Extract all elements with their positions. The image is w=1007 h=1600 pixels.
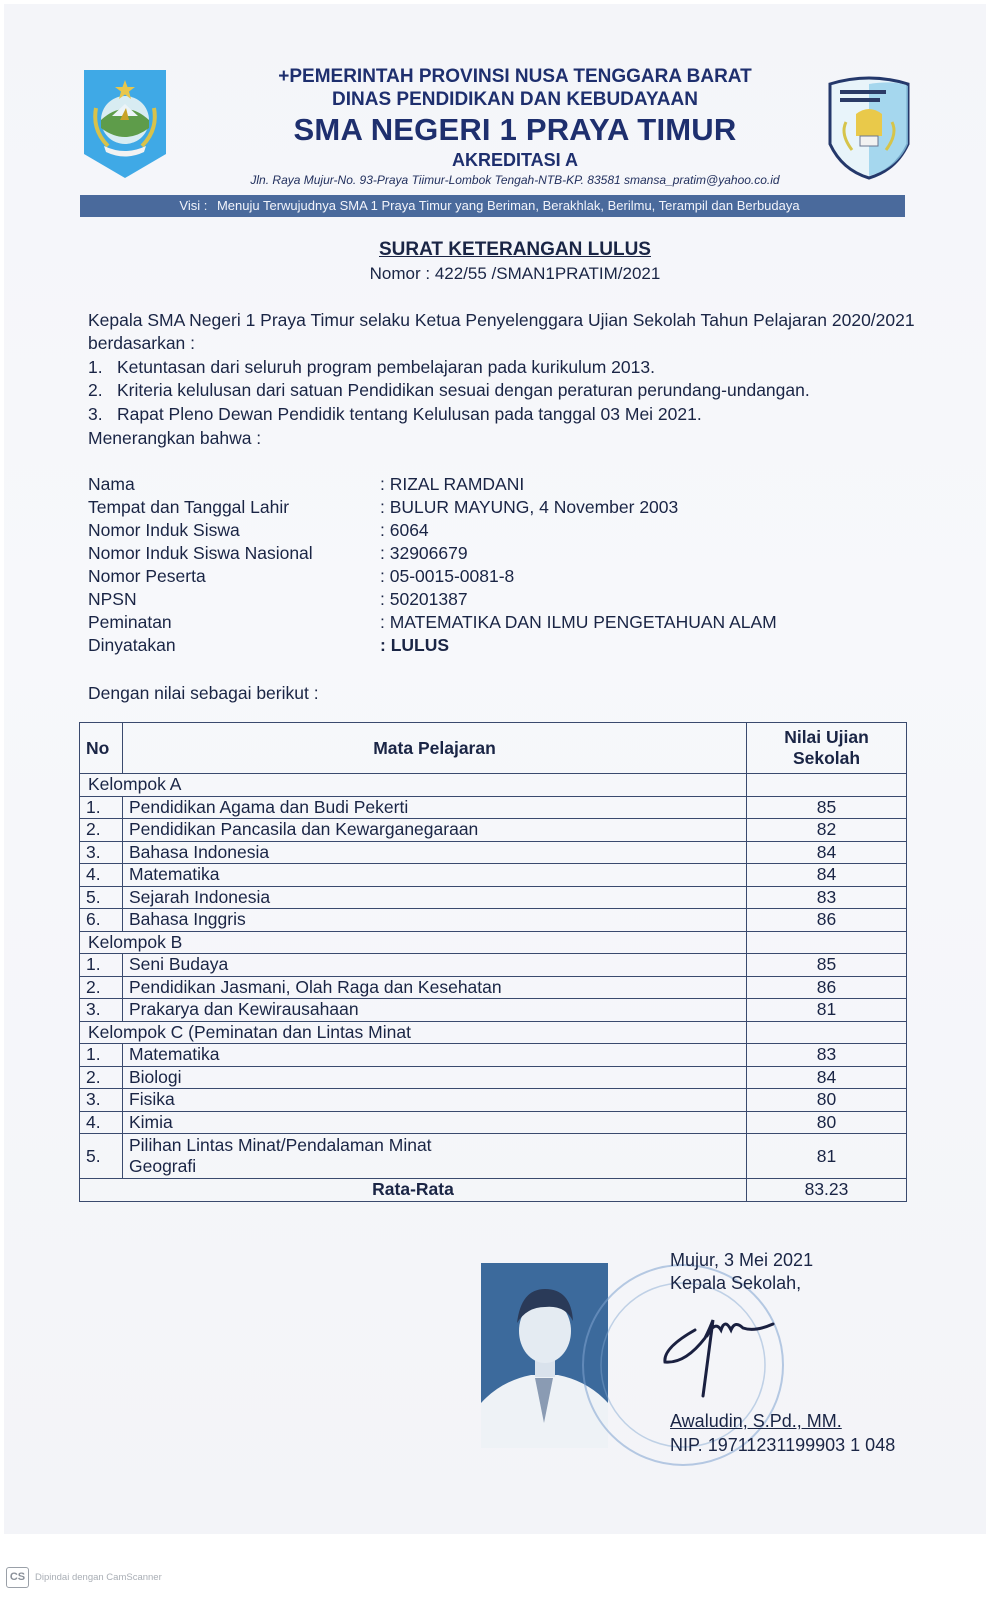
header-no: No (80, 723, 123, 774)
scanner-watermark (6, 1566, 162, 1588)
header-score (747, 723, 907, 774)
row-no: 6. (80, 909, 123, 932)
student-info-row (88, 566, 888, 589)
letterhead-government-line: +PEMERINTAH PROVINSI NUSA TENGGARA BARAT (278, 66, 752, 87)
average-row (80, 1179, 907, 1202)
signature-place-date: Mujur, 3 Mei 2021 (670, 1250, 814, 1270)
header-score-line2: Sekolah (792, 748, 861, 768)
row-no: 3. (80, 999, 123, 1022)
row-subject (123, 1134, 747, 1179)
row-subject: Bahasa Inggris (123, 909, 747, 932)
group-row (80, 774, 907, 797)
table-row (80, 1134, 907, 1179)
student-info-row (88, 543, 888, 566)
basis-number: 1. (88, 357, 103, 377)
student-info-row (88, 474, 888, 497)
info-value: : 50201387 (380, 589, 468, 609)
row-score: 85 (747, 954, 907, 977)
row-subject: Pendidikan Jasmani, Olah Raga dan Kesehatan (123, 976, 747, 999)
student-info-row (88, 497, 888, 520)
row-score: 80 (747, 1111, 907, 1134)
scanner-watermark-text: Dipindai dengan CamScanner (35, 1571, 162, 1583)
info-value: : 05-0015-0081-8 (380, 566, 515, 586)
table-row (80, 796, 907, 819)
row-subject: Seni Budaya (123, 954, 747, 977)
row-no: 5. (80, 886, 123, 909)
row-subject: Pendidikan Agama dan Budi Pekerti (123, 796, 747, 819)
handwritten-signature-icon (655, 1300, 785, 1405)
row-subject: Matematika (123, 1044, 747, 1067)
info-label: Dinyatakan (88, 635, 176, 655)
intro-paragraph: Kepala SMA Negeri 1 Praya Timur selaku Ketua Penyelenggara Ujian Sekolah Tahun Pelajaran 2020/2021 berdasarkan : (88, 310, 915, 353)
vision-banner (80, 195, 905, 217)
table-row (80, 1044, 907, 1067)
row-score: 81 (747, 999, 907, 1022)
letterhead-accreditation: AKREDITASI A (452, 150, 578, 170)
document-number: Nomor : 422/55 /SMAN1PRATIM/2021 (369, 264, 661, 283)
table-row (80, 819, 907, 842)
row-score: 84 (747, 1066, 907, 1089)
row-no: 3. (80, 841, 123, 864)
group-row (80, 1021, 907, 1044)
info-label: Peminatan (88, 612, 172, 632)
row-subject: Biologi (123, 1066, 747, 1089)
table-row (80, 1089, 907, 1112)
row-no: 4. (80, 864, 123, 887)
row-no: 1. (80, 954, 123, 977)
student-info-row (88, 520, 888, 543)
row-score: 83 (747, 886, 907, 909)
row-no: 1. (80, 1044, 123, 1067)
principal-nip: NIP. 19711231199903 1 048 (670, 1435, 896, 1455)
row-no: 1. (80, 796, 123, 819)
student-info-row (88, 612, 888, 635)
basis-item (88, 404, 702, 425)
basis-number: 3. (88, 404, 103, 424)
info-value: : BULUR MAYUNG, 4 November 2003 (380, 497, 679, 517)
row-score: 84 (747, 841, 907, 864)
row-score: 82 (747, 819, 907, 842)
row-score: 86 (747, 976, 907, 999)
average-value: 83.23 (747, 1179, 907, 1202)
info-value: : 6064 (380, 520, 429, 540)
row-subject: Matematika (123, 864, 747, 887)
info-label: Nomor Peserta (88, 566, 206, 586)
row-score: 84 (747, 864, 907, 887)
row-no: 2. (80, 976, 123, 999)
row-subject: Prakarya dan Kewirausahaan (123, 999, 747, 1022)
info-label: Tempat dan Tanggal Lahir (88, 497, 290, 517)
row-score: 81 (747, 1134, 907, 1179)
table-row (80, 841, 907, 864)
table-row (80, 909, 907, 932)
group-name: Kelompok A (80, 774, 747, 797)
info-label: NPSN (88, 589, 137, 609)
letterhead-address: Jln. Raya Mujur-No. 93-Praya Tiimur-Lombok Tengah-NTB-KP. 83581 smansa_pratim@yahoo.co.id (250, 173, 780, 187)
row-subject: Kimia (123, 1111, 747, 1134)
average-label: Rata-Rata (80, 1179, 747, 1202)
group-name: Kelompok C (Peminatan dan Lintas Minat (80, 1021, 747, 1044)
declares-text: Menerangkan bahwa : (88, 428, 262, 448)
info-value: : RIZAL RAMDANI (380, 474, 525, 494)
vision-text: Menuju Terwujudnya SMA 1 Praya Timur yang Beriman, Berakhlak, Berilmu, Terampil dan Berbudaya (216, 198, 800, 213)
basis-item (88, 357, 655, 378)
table-row (80, 976, 907, 999)
basis-item (88, 380, 810, 401)
basis-number: 2. (88, 380, 103, 400)
row-subject: Bahasa Indonesia (123, 841, 747, 864)
info-value: : 32906679 (380, 543, 468, 563)
table-row (80, 864, 907, 887)
row-no: 3. (80, 1089, 123, 1112)
graduation-status: : LULUS (380, 635, 450, 655)
row-no: 2. (80, 1066, 123, 1089)
info-value: : MATEMATIKA DAN ILMU PENGETAHUAN ALAM (380, 612, 777, 632)
row-score: 86 (747, 909, 907, 932)
table-row (80, 954, 907, 977)
grades-table (79, 722, 907, 1202)
grades-intro: Dengan nilai sebagai berikut : (88, 683, 319, 703)
info-label: Nomor Induk Siswa Nasional (88, 543, 313, 563)
principal-name: Awaludin, S.Pd., MM. (670, 1411, 842, 1431)
row-score: 83 (747, 1044, 907, 1067)
row-no: 5. (80, 1134, 123, 1179)
table-row (80, 999, 907, 1022)
info-label: Nomor Induk Siswa (88, 520, 240, 540)
group-row (80, 931, 907, 954)
row-subject-line2: Geografi (129, 1156, 197, 1176)
group-name: Kelompok B (80, 931, 747, 954)
header-subject: Mata Pelajaran (123, 723, 747, 774)
table-row (80, 1111, 907, 1134)
basis-text: Kriteria kelulusan dari satuan Pendidikan sesuai dengan peraturan perundang-undangan. (117, 380, 810, 400)
basis-text: Ketuntasan dari seluruh program pembelajaran pada kurikulum 2013. (117, 357, 655, 377)
student-info-row (88, 635, 888, 658)
row-no: 2. (80, 819, 123, 842)
letterhead-department-line: DINAS PENDIDIKAN DAN KEBUDAYAAN (332, 89, 698, 110)
document-title: SURAT KETERANGAN LULUS (379, 239, 651, 260)
info-label: Nama (88, 474, 135, 494)
row-no: 4. (80, 1111, 123, 1134)
basis-text: Rapat Pleno Dewan Pendidik tentang Kelulusan pada tanggal 03 Mei 2021. (117, 404, 702, 424)
table-header-row (80, 723, 907, 774)
row-subject: Pendidikan Pancasila dan Kewarganegaraan (123, 819, 747, 842)
row-subject: Fisika (123, 1089, 747, 1112)
letterhead-school-name: SMA NEGERI 1 PRAYA TIMUR (293, 112, 737, 147)
header-score-line1: Nilai Ujian (784, 727, 869, 747)
row-subject: Sejarah Indonesia (123, 886, 747, 909)
table-row (80, 886, 907, 909)
row-score: 85 (747, 796, 907, 819)
row-score: 80 (747, 1089, 907, 1112)
student-info-row (88, 589, 888, 612)
table-row (80, 1066, 907, 1089)
camscanner-logo-icon: CS (6, 1567, 29, 1588)
vision-label: Visi : (179, 198, 208, 213)
row-subject-line1: Pilihan Lintas Minat/Pendalaman Minat (129, 1135, 432, 1155)
signature-position: Kepala Sekolah, (670, 1273, 802, 1293)
